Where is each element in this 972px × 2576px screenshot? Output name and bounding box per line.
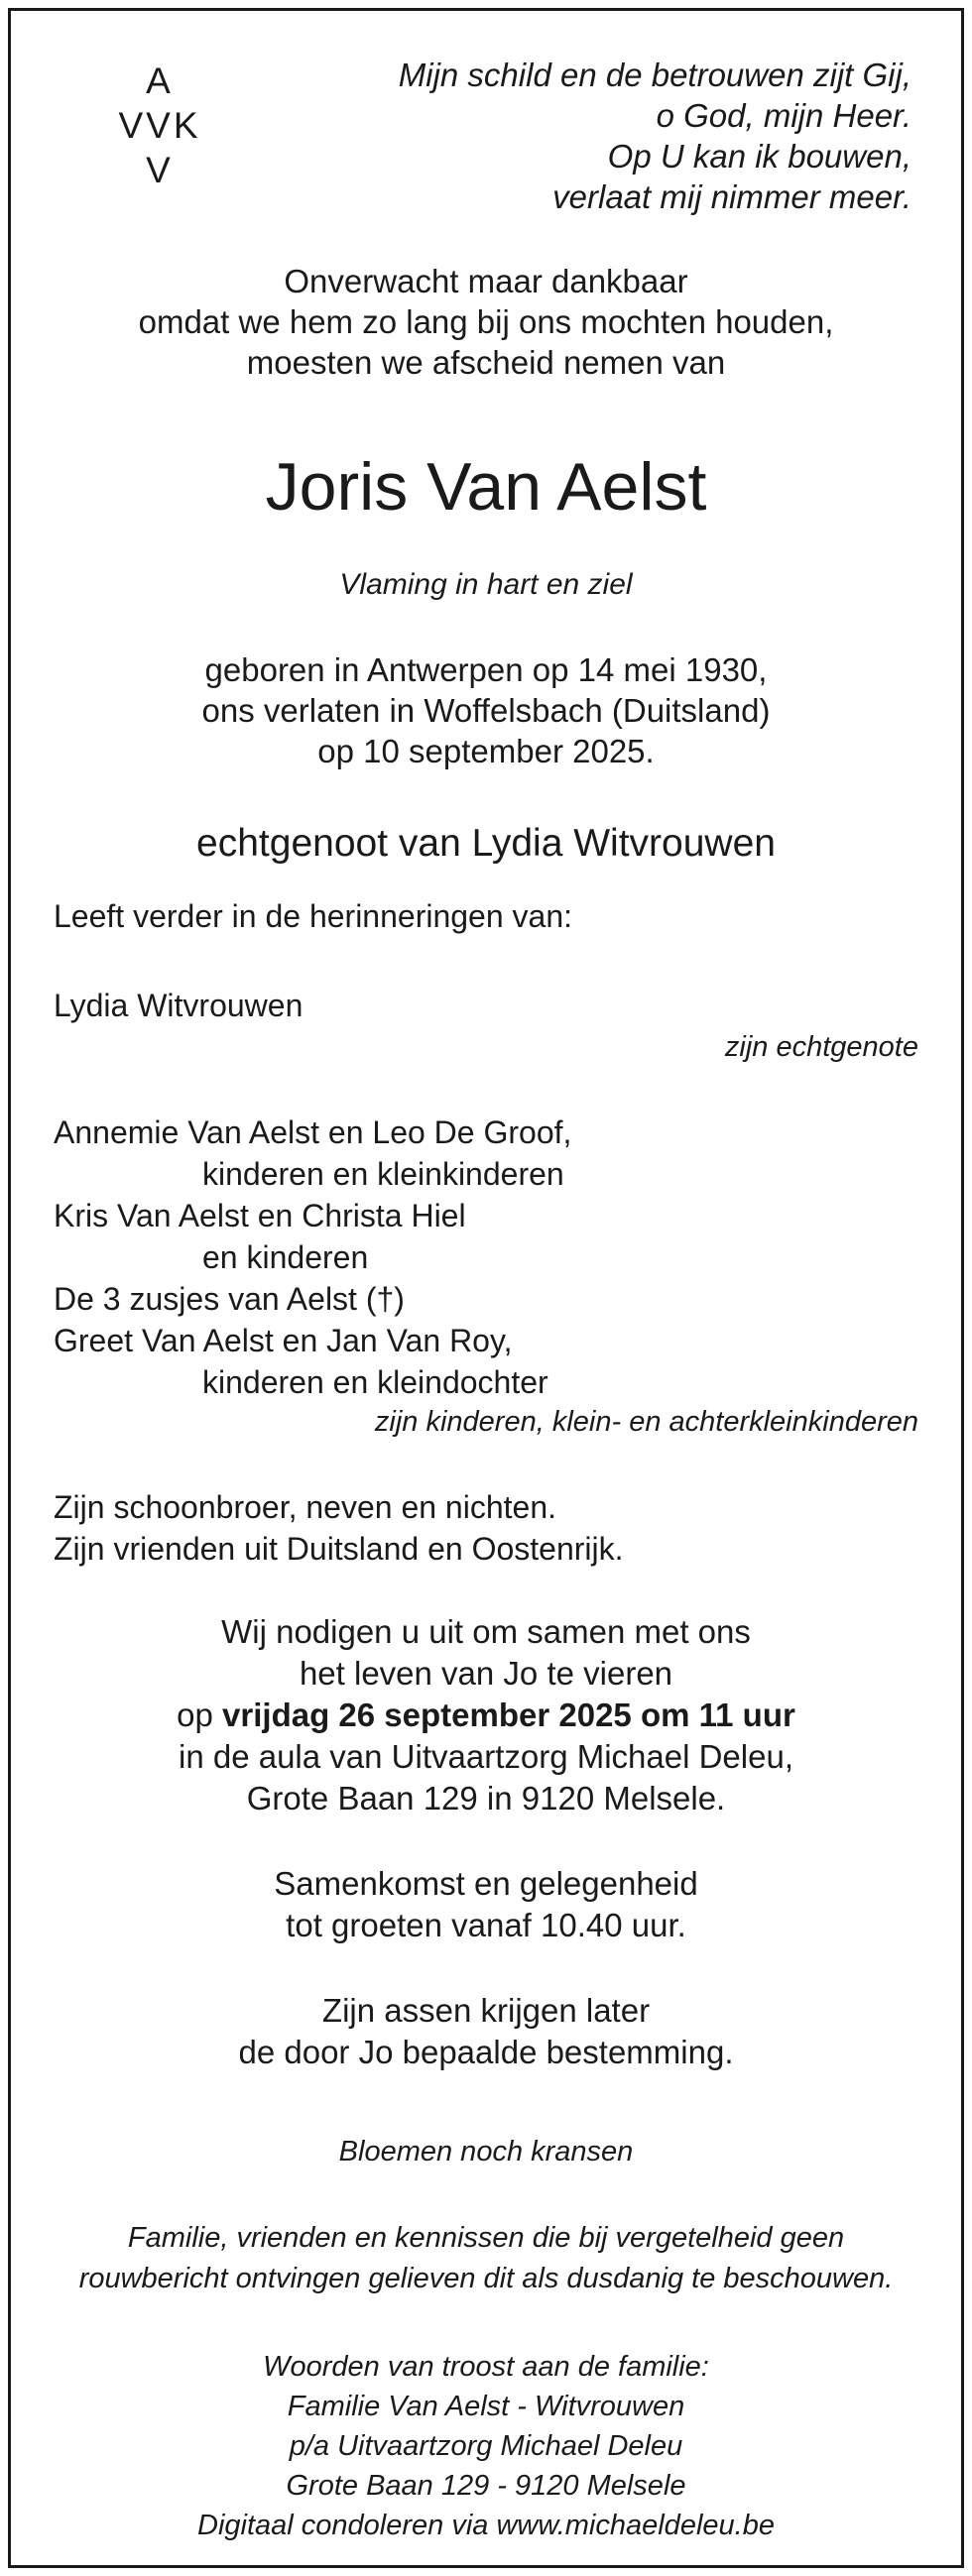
condolence-link[interactable]: Digitaal condoleren via www.michaeldeleu.be <box>197 2510 775 2541</box>
contact-block <box>11 2347 961 2545</box>
ashes-line: Zijn assen krijgen later <box>321 1992 651 2029</box>
intro-text <box>11 261 961 383</box>
contact-line: Woorden van troost aan de familie: <box>263 2351 709 2383</box>
gathering-line: Samenkomst en gelegenheid <box>274 1865 698 1902</box>
ashes-info <box>11 1990 961 2073</box>
psalm-line: verlaat mij nimmer meer. <box>552 178 911 215</box>
symbol-line-a: A <box>146 60 174 101</box>
born-line: geboren in Antwerpen op 14 mei 1930, <box>204 651 768 688</box>
psalm-line: o God, mijn Heer. <box>656 97 911 134</box>
children-line: kinderen en kleindochter <box>202 1364 548 1400</box>
born-line: op 10 september 2025. <box>317 733 655 769</box>
psalm-verse <box>356 55 911 217</box>
relatives-line: Zijn schoonbroer, neven en nichten. <box>54 1489 556 1525</box>
invite-line: Grote Baan 129 in 9120 Melsele. <box>246 1780 726 1816</box>
invite-line: Wij nodigen u uit om samen met ons <box>221 1613 751 1650</box>
notice-text <box>11 2218 961 2299</box>
birth-death-details <box>11 649 961 771</box>
obituary-card <box>8 8 964 2568</box>
intro-line: Onverwacht maar dankbaar <box>284 263 688 299</box>
funeral-invitation <box>11 1611 961 1819</box>
invite-line: in de aula van Uitvaartzorg Michael Deleu, <box>179 1738 793 1775</box>
gathering-info <box>11 1863 961 1946</box>
children-line: en kinderen <box>202 1239 369 1275</box>
invite-date: vrijdag 26 september 2025 om 11 uur <box>222 1697 795 1733</box>
spouse-role: zijn echtgenote <box>724 1031 918 1063</box>
psalm-line: Op U kan ik bouwen, <box>607 138 911 175</box>
contact-line: p/a Uitvaartzorg Michael Deleu <box>289 2430 683 2462</box>
relatives-line: Zijn vrienden uit Duitsland en Oostenrijk. <box>54 1531 624 1567</box>
notice-line: rouwbericht ontvingen gelieven dit als dusdanig te beschouwen. <box>78 2263 894 2294</box>
contact-line: Familie Van Aelst - Witvrouwen <box>287 2391 685 2422</box>
relatives-list <box>54 1486 926 1570</box>
children-role: zijn kinderen, klein- en achterkleinkinderen <box>374 1406 918 1438</box>
survivors-intro: Leeft verder in de herinneringen van: <box>54 898 573 934</box>
children-line: Annemie Van Aelst en Leo De Groof, <box>54 1114 572 1150</box>
intro-line: omdat we hem zo lang bij ons mochten houden, <box>138 303 834 340</box>
children-list <box>54 1112 926 1403</box>
children-line: Kris Van Aelst en Christa Hiel <box>54 1198 466 1233</box>
gathering-line: tot groeten vanaf 10.40 uur. <box>286 1907 686 1943</box>
children-line: kinderen en kleinkinderen <box>202 1156 564 1192</box>
psalm-line: Mijn schild en de betrouwen zijt Gij, <box>398 57 911 93</box>
avvk-symbol-block <box>70 59 249 192</box>
invite-date-line <box>11 1695 961 1736</box>
ashes-line: de door Jo bepaalde bestemming. <box>238 2034 734 2070</box>
born-line: ons verlaten in Woffelsbach (Duitsland) <box>201 692 771 729</box>
tagline: Vlaming in hart en ziel <box>339 568 633 601</box>
contact-line: Grote Baan 129 - 9120 Melsele <box>286 2470 686 2502</box>
deceased-name: Joris Van Aelst <box>265 449 707 525</box>
children-line: De 3 zusjes van Aelst (†) <box>54 1281 405 1317</box>
symbol-line-vvk: VVK <box>118 105 201 146</box>
invite-date-prefix: op <box>177 1697 223 1733</box>
invite-line: het leven van Jo te vieren <box>299 1655 673 1692</box>
flowers-note: Bloemen noch kransen <box>338 2136 634 2167</box>
notice-line: Familie, vrienden en kennissen die bij vergetelheid geen <box>127 2222 845 2254</box>
intro-line: moesten we afscheid nemen van <box>246 344 726 381</box>
children-line: Greet Van Aelst en Jan Van Roy, <box>54 1323 513 1358</box>
spouse-name: Lydia Witvrouwen <box>54 988 304 1023</box>
symbol-line-v: V <box>146 150 174 190</box>
spouse-heading: echtgenoot van Lydia Witvrouwen <box>196 822 776 865</box>
